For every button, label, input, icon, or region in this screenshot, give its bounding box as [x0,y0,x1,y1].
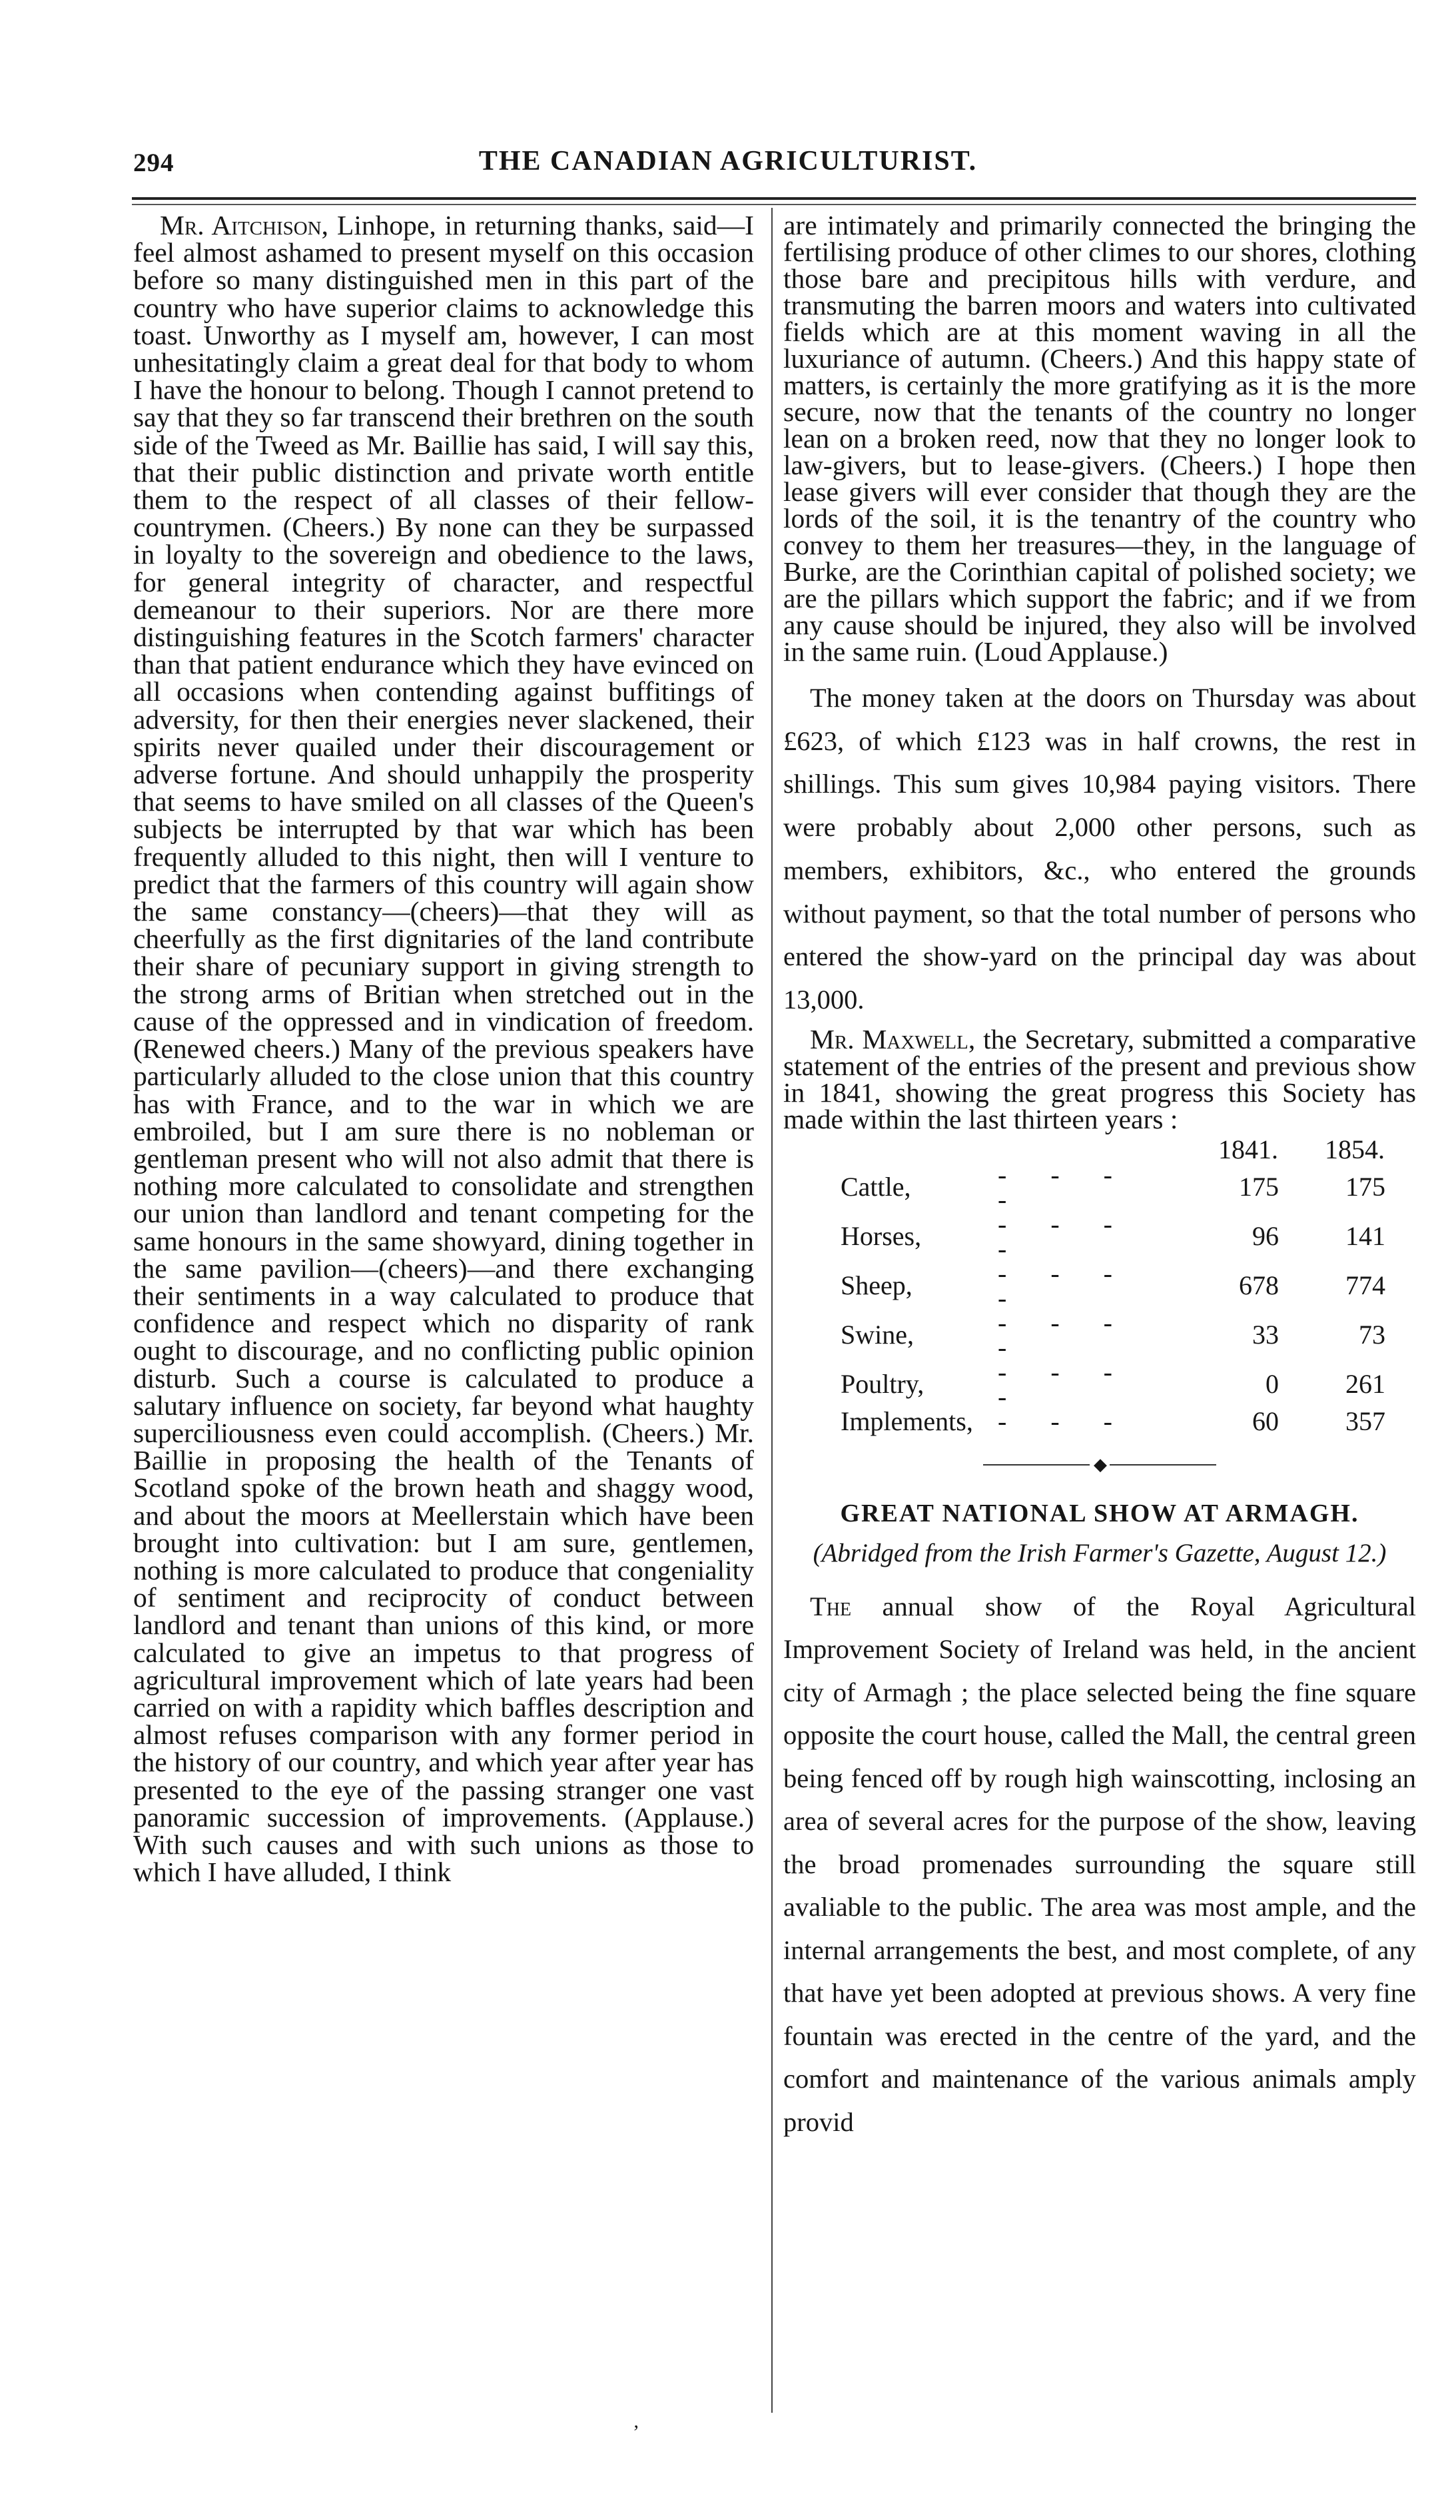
table-row [841,1162,1385,1212]
header-rule [132,197,1416,200]
value-1841: 96 [1252,1221,1279,1252]
row-label: Horses, [841,1221,922,1252]
section-ornament [783,1454,1416,1475]
value-1841: 33 [1252,1320,1279,1350]
secretary-paragraph [783,1023,1416,1134]
section-title: GREAT NATIONAL SHOW AT ARMAGH. [840,1499,1359,1527]
value-1841: 60 [1252,1406,1279,1436]
row-dashes: - - - [998,1406,1131,1436]
running-head: THE CANADIAN AGRICULTURIST. [478,146,978,177]
source-line: (Abridged from the Irish Farmer's Gazette, August 12.) [813,1538,1387,1567]
right-column [783,212,1416,2144]
aitchison-speech [133,212,754,1886]
column-1854: 1854. [1325,1134,1385,1164]
table-row [841,1261,1385,1310]
armagh-paragraph [783,1585,1416,2144]
entries-table [841,1136,1385,1434]
left-column [133,212,754,1886]
value-1854: 175 [1345,1172,1385,1202]
row-dashes: - - - - [998,1258,1131,1313]
row-dashes: - - - - [998,1356,1131,1412]
entries-header-row [841,1136,1385,1162]
row-label: Implements, [841,1406,973,1436]
table-row [841,1360,1385,1409]
armagh-text: annual show of the Royal Agricultural Improvement Society of Ireland was held, in the ancient city of Armagh ; the place selected being the fine square opposite the court house, called the Mall, the central green being fenced off by rough high wainscotting, inclosing an area of several acres for the purpose of the show, leaving the broad promenades surrounding the square still avaliable to the public. The area was most ample, and the internal arrangements the best, and most complete, of any that have yet been adopted at previous shows. A very fine fountain was erected in the centre of the yard, and the comfort and maintenance of the various animals amply provid [783,1591,1416,2137]
row-dashes: - - - - [998,1159,1131,1214]
ornament-line-left [983,1464,1090,1466]
value-1854: 141 [1345,1221,1385,1252]
header-rule-thin [132,204,1416,205]
value-1841: 678 [1239,1270,1279,1301]
row-dashes: - - - - [998,1307,1131,1362]
secretary-name: Mr. Maxwell [810,1023,968,1054]
value-1841: 175 [1239,1172,1279,1202]
value-1854: 73 [1359,1320,1385,1350]
row-dashes: - - - - [998,1208,1131,1264]
row-label: Sheep, [841,1270,912,1301]
value-1854: 774 [1345,1270,1385,1301]
page-number: 294 [133,149,175,177]
column-1841: 1841. [1218,1134,1278,1164]
row-label: Swine, [841,1320,914,1350]
table-row [841,1409,1385,1434]
speech-text: , Linhope, in returning thanks, said—I feel almost ashamed to present myself on this occasion before so many distinguished men in this part of the country who have superior claims to acknowledge this toast. Unworthy as I myself am, however, I can most unhesitatingly claim a great deal for that body to whom I have the honour to belong. Though I cannot pretend to say that they so far transcend their brethren on the south side of the Tweed as Mr. Baillie has said, I will say this, that their public distinction and private worth entitle them to the respect of all classes of their fellow-countrymen. (Cheers.) By none can they be surpassed in loyalty to the sovereign and obedience to the laws, for general integrity of character, and respectful demeanour to their superiors. Nor are there more distinguishing features in the Scotch farmers' character than that patient endurance which they have evinced on all occasions when contending against buffitings of adversity, for then their energies never slackened, their spirits never quailed under their discouragement or adverse fortune. And should unhappily the prosperity that seems to have smiled on all classes of the Queen's subjects be interrupted by that war which has been frequently alluded to this night, then will I venture to predict that the farmers of this country will again show the same constancy—(cheers)—that they will as cheerfully as the first dignitaries of the land contribute their share of pecuniary support in giving strength to the strong arms of Britian when stretched out in the cause of the oppressed and in vindication of freedom. (Renewed cheers.) Many of the previous speakers have particularly alluded to the close union that this country has with France, and to the war in which we are embroiled, but I am sure there is no nobleman or gentleman present who will not also admit that there is nothing more calculated to consolidate and strengthen our union than landlord and tenant competing for the same honours in the same showyard, dining together in the same pavilion—(cheers)—and there exchanging their sentiments in a way calculated to produce that confidence and respect which no disparity of rank ought to discourage, and no conflicting public opinion disturb. Such a course is calculated to produce a salutary influence on society, far beyond what haughty superciliousness even could accomplish. (Cheers.) Mr. Baillie in proposing the health of the Tenants of Scotland spoke of the brown heath and shaggy wood, and about the moors at Meellerstain which have been brought into cultivation: but I am sure, gentlemen, nothing is more calculated to produce that congeniality of sentiment and reciprocity of conduct between landlord and tenant than unions of this kind, or more calculated to give an impetus to that progress of agricultural improvement which of late years had been carried on with a rapidity which baffles description and almost refuses comparison with any former period in the history of our country, and which year after year has presented to the eye of the passing stranger one vast panoramic succession of improvements. (Applause.) With such causes and with such unions as those to which I have alluded, I think [133,210,754,1888]
value-1854: 261 [1345,1369,1385,1400]
money-paragraph: The money taken at the doors on Thursday was about £623, of which £123 was in half crowns, the rest in shillings. This sum gives 10,984 paying visitors. There were probably about 2,000 other persons, such as members, exhibitors, &c., who entered the grounds without payment, so that the total number of persons who entered the show-yard on the principal day was about 13,000. [783,683,1416,1015]
secretary-text: , the Secretary, submitted a comparative statement of the entries of the present and previous show in 1841, showing the great progress this Society has made within the last thirteen years : [783,1023,1416,1134]
speech-continuation: are intimately and primarily connected the bringing the fertilising produce of other climes to our shores, clothing those bare and precipitous hills with verdure, and transmuting the barren moors and waters into cultivated fields which are at this moment waving in all the luxuriance of autumn. (Cheers.) And this happy state of matters, is certainly the more gratifying as it is the more secure, now that the tenants of the country no longer lean on a broken reed, now that they no longer look to law-givers, but to lease-givers. (Cheers.) I hope then lease givers will ever consider that though they are the lords of the soil, it is the tenantry of the country who convey to them her treasures—they, in the language of Burke, are the Corinthian capital of polished society; we are the pillars which support the fabric; and if we from any cause should be injured, they also will be involved in the same ruin. (Loud Applause.) [783,210,1416,667]
speaker-name: Mr. Aitchison [160,210,322,240]
ornament-line-right [1110,1464,1216,1466]
diamond-icon: ◆ [1094,1454,1106,1474]
value-1854: 357 [1345,1406,1385,1436]
column-divider [771,208,773,2413]
table-row [841,1212,1385,1261]
row-label: Poultry, [841,1369,924,1400]
value-1841: 0 [1266,1369,1279,1400]
lead-word: The [810,1591,852,1621]
row-label: Cattle, [841,1172,911,1202]
footer-mark: ‚ [633,2410,639,2432]
table-row [841,1310,1385,1360]
